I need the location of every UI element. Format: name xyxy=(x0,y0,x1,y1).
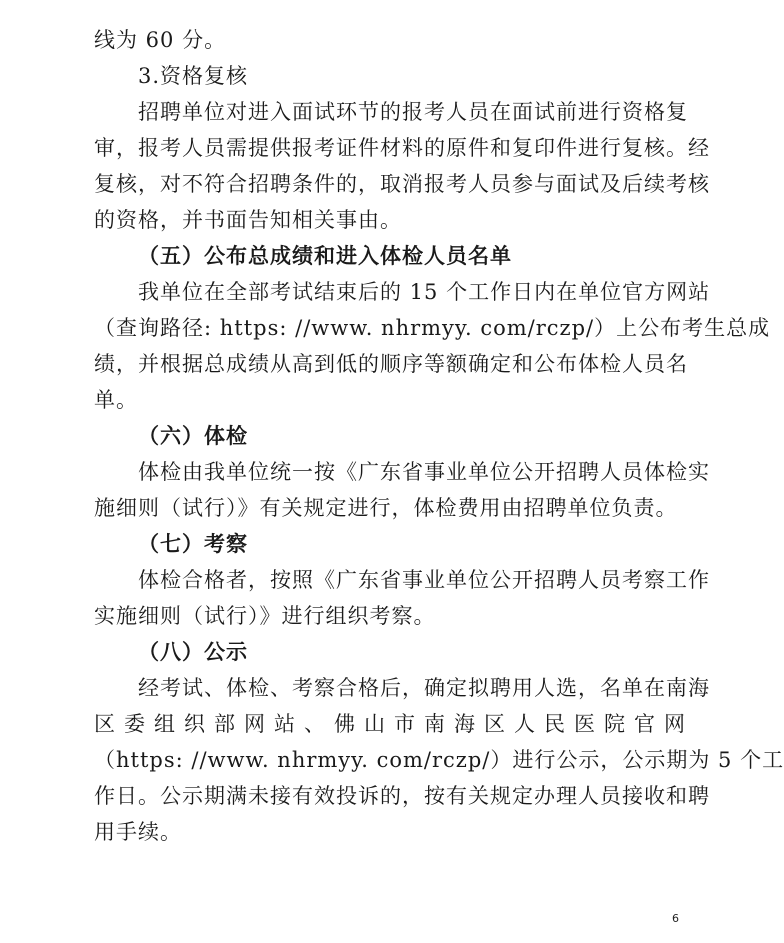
paragraph-line: 复核，对不符合招聘条件的，取消报考人员参与面试及后续考核 xyxy=(94,172,710,196)
paragraph-line: 单。 xyxy=(94,388,138,412)
paragraph-line-url: （https: //www. nhrmyy. com/rczp/）进行公示，公示期为 5 个工 xyxy=(94,748,784,772)
paragraph-line: 我单位在全部考试结束后的 15 个工作日内在单位官方网站 xyxy=(138,280,711,304)
paragraph-line-url: （查询路径: https: //www. nhrmyy. com/rczp/）上公布考生总成 xyxy=(94,316,771,340)
paragraph-line: 体检由我单位统一按《广东省事业单位公开招聘人员体检实 xyxy=(138,460,710,484)
paragraph-line: 区委组织部网站、佛山市南海区人民医院官网 xyxy=(94,712,686,736)
paragraph-line: 绩，并根据总成绩从高到低的顺序等额确定和公布体检人员名 xyxy=(94,352,688,376)
paragraph-line: 实施细则（试行）》进行组织考察。 xyxy=(94,604,436,628)
text-line-score-threshold: 线为 60 分。 xyxy=(94,28,227,52)
paragraph-line: 审，报考人员需提供报考证件材料的原件和复印件进行复核。经 xyxy=(94,136,710,160)
paragraph-line: 用手续。 xyxy=(94,820,182,844)
section-heading-inspection: （七）考察 xyxy=(138,531,248,556)
section-heading-medical-exam: （六）体检 xyxy=(138,423,248,448)
paragraph-line: 的资格，并书面告知相关事由。 xyxy=(94,208,402,232)
paragraph-line: 招聘单位对进入面试环节的报考人员在面试前进行资格复 xyxy=(138,100,688,124)
subheading-qualification-review: 3.资格复核 xyxy=(138,64,249,88)
section-heading-publicity: （八）公示 xyxy=(138,639,248,664)
paragraph-line: 经考试、体检、考察合格后，确定拟聘用人选，名单在南海 xyxy=(138,676,710,700)
page-number: 6 xyxy=(672,912,679,925)
paragraph-line: 施细则（试行）》有关规定进行，体检费用由招聘单位负责。 xyxy=(94,496,678,520)
paragraph-line: 作日。公示期满未接有效投诉的，按有关规定办理人员接收和聘 xyxy=(94,784,710,808)
paragraph-line: 体检合格者，按照《广东省事业单位公开招聘人员考察工作 xyxy=(138,568,710,592)
section-heading-total-score: （五）公布总成绩和进入体检人员名单 xyxy=(138,243,512,268)
